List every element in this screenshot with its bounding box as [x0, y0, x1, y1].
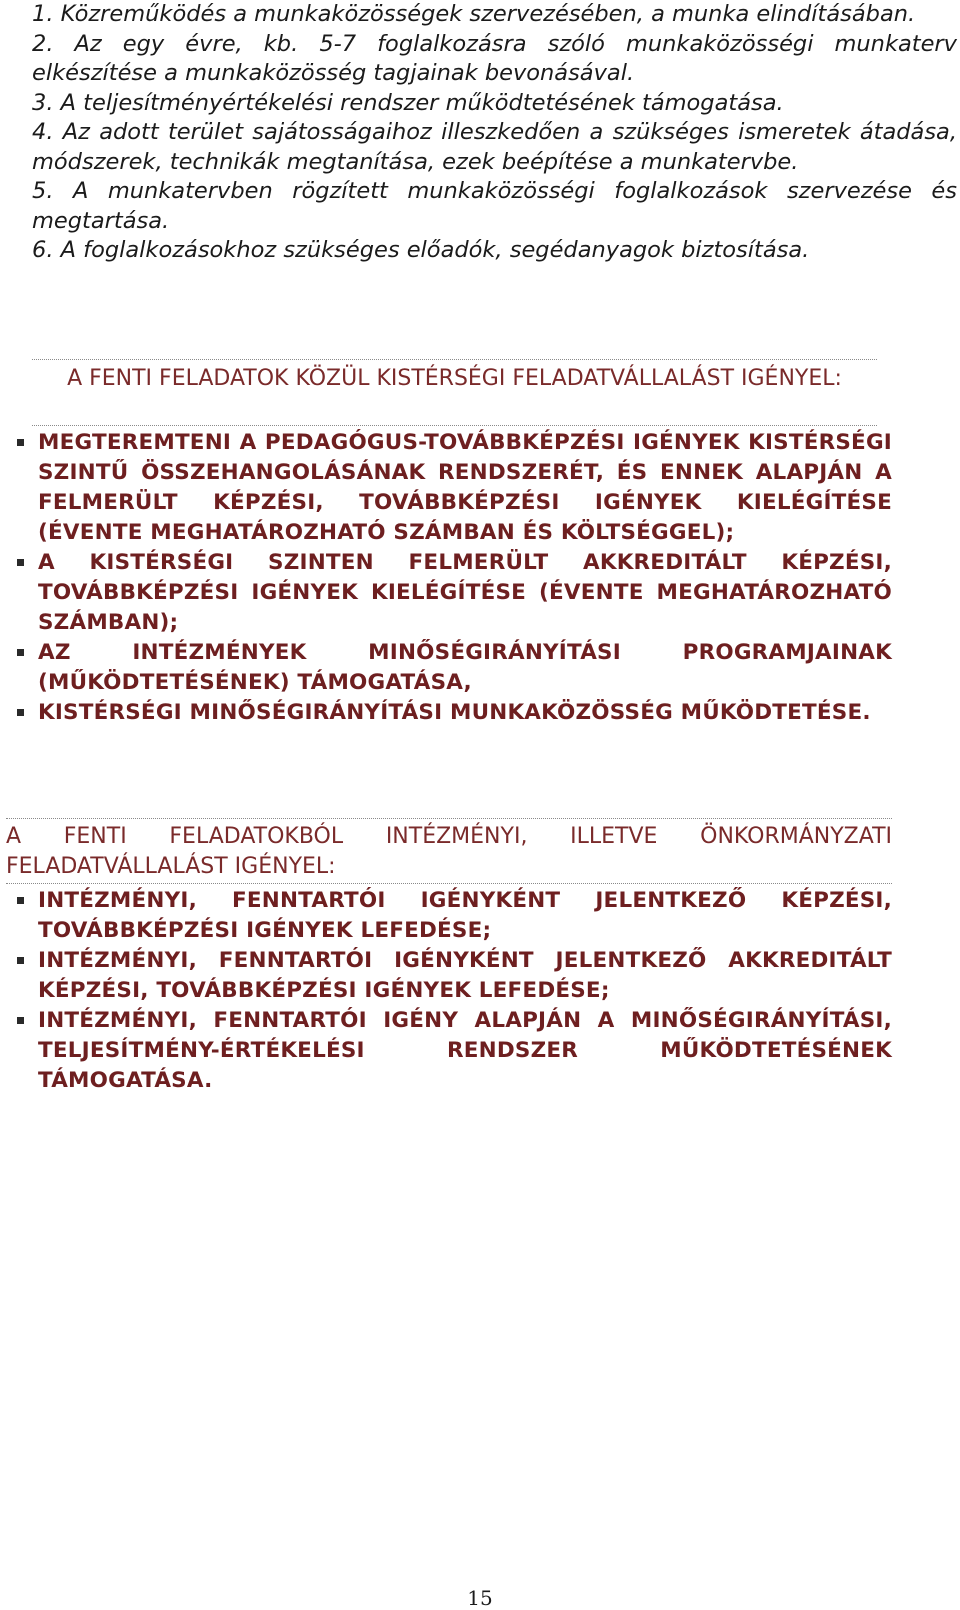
- list-item: AZ INTÉZMÉNYEK MINŐSÉGIRÁNYÍTÁSI PROGRAMJAINAK (MŰKÖDTETÉSÉNEK) TÁMOGATÁSA,: [38, 638, 892, 698]
- intro-item: 1. Közreműködés a munkaközösségek szervezésében, a munka elindításában.: [32, 1, 916, 27]
- page-number: 15: [467, 1586, 493, 1610]
- square-bullet-icon: [17, 1017, 24, 1024]
- intro-item: 3. A teljesítményértékelési rendszer működtetésének támogatása.: [32, 89, 784, 116]
- square-bullet-icon: [17, 559, 24, 566]
- intro-item: 6. A foglalkozásokhoz szükséges előadók, segédanyagok biztosítása.: [32, 237, 810, 263]
- intro-list: [32, 0, 957, 266]
- square-bullet-icon: [17, 709, 24, 716]
- square-bullet-icon: [17, 649, 24, 656]
- section2-list: [38, 886, 892, 1096]
- intro-item: 4. Az adott terület sajátosságaihoz illeszkedően a szükséges ismeretek átadása, módszerek, technikák megtanítása, ezek beépítése a munkatervbe.: [32, 119, 957, 175]
- intro-item: 5. A munkatervben rögzített munkaközösségi foglalkozások szervezése és megtartása.: [32, 178, 957, 234]
- list-item: MEGTEREMTENI A PEDAGÓGUS-TOVÁBBKÉPZÉSI IGÉNYEK KISTÉRSÉGI SZINTŰ ÖSSZEHANGOLÁSÁNAK RENDSZERÉT, ÉS ENNEK ALAPJÁN A FELMERÜLT KÉPZÉSI, TOVÁBBKÉPZÉSI IGÉNYEK KIELÉGÍTÉSE (ÉVENTE MEGHATÁROZHATÓ SZÁMBAN ÉS KÖLTSÉGGEL);: [38, 428, 892, 548]
- dotted-divider: [32, 359, 877, 360]
- dotted-divider: [6, 883, 892, 884]
- square-bullet-icon: [17, 897, 24, 904]
- section2-heading: A FENTI FELADATOKBÓL INTÉZMÉNYI, ILLETVE ÖNKORMÁNYZATI FELADATVÁLLALÁST IGÉNYEL:: [6, 824, 892, 879]
- section1-heading: A FENTI FELADATOK KÖZÜL KISTÉRSÉGI FELADATVÁLLALÁST IGÉNYEL:: [67, 366, 842, 391]
- dotted-divider: [6, 818, 892, 819]
- section1-list: [38, 428, 892, 728]
- dotted-divider: [32, 425, 877, 426]
- list-item: INTÉZMÉNYI, FENNTARTÓI IGÉNYKÉNT JELENTKEZŐ AKKREDITÁLT KÉPZÉSI, TOVÁBBKÉPZÉSI IGÉNYEK LEFEDÉSE;: [38, 946, 892, 1006]
- list-item: INTÉZMÉNYI, FENNTARTÓI IGÉNYKÉNT JELENTKEZŐ KÉPZÉSI, TOVÁBBKÉPZÉSI IGÉNYEK LEFEDÉSE;: [38, 886, 892, 946]
- list-item: A KISTÉRSÉGI SZINTEN FELMERÜLT AKKREDITÁLT KÉPZÉSI, TOVÁBBKÉPZÉSI IGÉNYEK KIELÉGÍTÉSE (ÉVENTE MEGHATÁROZHATÓ SZÁMBAN);: [38, 548, 892, 638]
- list-item: KISTÉRSÉGI MINŐSÉGIRÁNYÍTÁSI MUNKAKÖZÖSSÉG MŰKÖDTETÉSE.: [38, 698, 892, 728]
- intro-item: 2. Az egy évre, kb. 5-7 foglalkozásra szóló munkaközösségi munkaterv elkészítése a munkaközösség tagjainak bevonásával.: [32, 30, 957, 86]
- list-item: INTÉZMÉNYI, FENNTARTÓI IGÉNY ALAPJÁN A MINŐSÉGIRÁNYÍTÁSI, TELJESÍTMÉNY-ÉRTÉKELÉSI RENDSZER MŰKÖDTETÉSÉNEK TÁMOGATÁSA.: [38, 1006, 892, 1096]
- square-bullet-icon: [17, 957, 24, 964]
- square-bullet-icon: [17, 439, 24, 446]
